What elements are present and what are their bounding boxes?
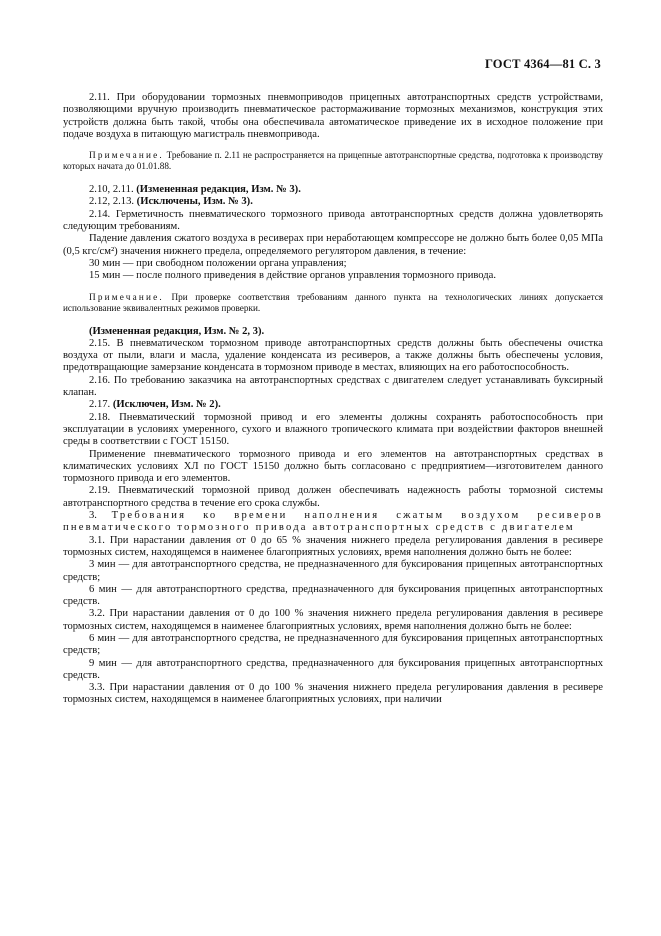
document-body: [63, 92, 603, 707]
paragraph-15-min: 15 мин — после полного приведения в действие органов управления тормозного привода.: [89, 270, 497, 282]
paragraph-2-19: 2.19. Пневматический тормозной привод должен обеспечивать надежность работы тормозной системы автотранспортного средства в течение его срока службы.: [63, 485, 603, 509]
paragraph-2-17: [63, 399, 603, 411]
paragraph-2-10: [63, 184, 603, 196]
note-2: [63, 292, 603, 314]
paragraph-2-15: 2.15. В пневматическом тормозном приводе автотранспортных средств должны быть обеспечены очистка воздуха от пыли, влаги и масла, удаление конденсата из ресиверов, а также должны быть обеспечены условия, предотвращающие замерзание конденсата в тормозном приводе в местах, влияющих на его работоспособность.: [63, 337, 603, 374]
paragraph-3-3: 3.3. При нарастании давления от 0 до 100 % значения нижнего предела регулирования давления в ресивере тормозных систем, находящемся в наименее благоприятных условиях, при наличии: [63, 682, 603, 706]
paragraph-3-1: 3.1. При нарастании давления от 0 до 65 % значения нижнего предела регулирования давления в ресивере тормозных систем, находящемся в наименее благоприятных условиях, время наполнения должно быть не более:: [63, 534, 603, 558]
amendment-note: (Исключен, Изм. № 2).: [112, 399, 221, 411]
paragraph-30-min: 30 мин — при свободном положении органа управления;: [89, 257, 347, 269]
note-text: Требование п. 2.11 не распространяется на прицепные автотранспортные средства, подготовка к производству которых начата до 01.01.88.: [63, 150, 603, 172]
paragraph-2-16: 2.16. По требованию заказчика на автотранспортных средствах с двигателем следует устанавливать буксирный клапан.: [63, 374, 603, 399]
section-title: Требования ко времени наполнения сжатым воздухом ресиверов пневматического тормозного привода автотранспортных средств с двигателем: [63, 510, 603, 534]
paragraph-2-11: 2.11. При оборудовании тормозных пневмоприводов прицепных автотранспортных средств устройствами, позволяющими вручную производить пневматическое растормаживание тормозных механизмов, конструкция этих устройств должна быть такой, чтобы она обеспечивала автоматическое приведение их в исходное положение при подаче воздуха в питающую магистраль пневмопривода.: [63, 92, 603, 140]
paragraph-3-2-b: 9 мин — для автотранспортного средства, предназначенного для буксирования прицепных автотранспортных средств.: [63, 657, 603, 681]
clause-ref: 2.10, 2.11.: [89, 184, 137, 196]
paragraph-3-1-a: 3 мин — для автотранспортного средства, не предназначенного для буксирования прицепных автотранспортных средств;: [63, 559, 603, 583]
section-number: 3.: [89, 510, 112, 522]
paragraph-2-14: 2.14. Герметичность пневматического тормозного привода автотранспортных средств должна удовлетворять следующим требованиям.: [63, 208, 603, 233]
paragraph-amendment-2-3: [63, 326, 603, 338]
note-label: Примечание.: [89, 150, 164, 161]
page-header: ГОСТ 4364—81 С. 3: [484, 57, 601, 71]
paragraph-3-2-a: 6 мин — для автотранспортного средства, не предназначенного для буксирования прицепных автотранспортных средств;: [63, 632, 603, 657]
paragraph-2-18: 2.18. Пневматический тормозной привод и его элементы должны сохранять работоспособность при эксплуатации в условиях умеренного, сухого и влажного тропического климата при воздействии факторов внешней среды в соответствии с ГОСТ 15150.: [63, 411, 603, 448]
paragraph-3-1-b: 6 мин — для автотранспортного средства, предназначенного для буксирования прицепных автотранспортных средств.: [63, 583, 603, 608]
amendment-note: (Измененная редакция, Изм. № 2, 3).: [89, 325, 265, 337]
clause-ref: 2.17.: [89, 399, 113, 411]
note-label: Примечание.: [89, 291, 164, 302]
paragraph-2-12: [63, 196, 603, 208]
clause-ref: 2.12, 2.13.: [89, 196, 137, 208]
amendment-note: (Исключены, Изм. № 3).: [136, 196, 253, 208]
note-text: При проверке соответствия требованиям данного пункта на технологических линиях допускается использование эквивалентных режимов проверки.: [63, 291, 603, 313]
section-3-heading: [63, 510, 603, 535]
paragraph-pressure-drop: Падение давления сжатого воздуха в ресиверах при неработающем компрессоре не должно быть более 0,05 МПа (0,5 кгс/см²) значения нижнего предела, определяемого регулятором давления, в течение:: [63, 233, 603, 257]
paragraph-application: Применение пневматического тормозного привода и его элементов на автотранспортных средствах в климатических условиях ХЛ по ГОСТ 15150 должно быть согласовано с предприятием—изготовителем данного тормозного привода и его элементов.: [63, 448, 603, 485]
amendment-note: (Измененная редакция, Изм. № 3).: [136, 184, 301, 196]
paragraph-3-2: 3.2. При нарастании давления от 0 до 100 % значения нижнего предела регулирования давления в ресивере тормозных систем, находящемся в наименее благоприятных условиях, время наполнения должно быть не более:: [63, 608, 603, 632]
note-1: [63, 150, 603, 172]
